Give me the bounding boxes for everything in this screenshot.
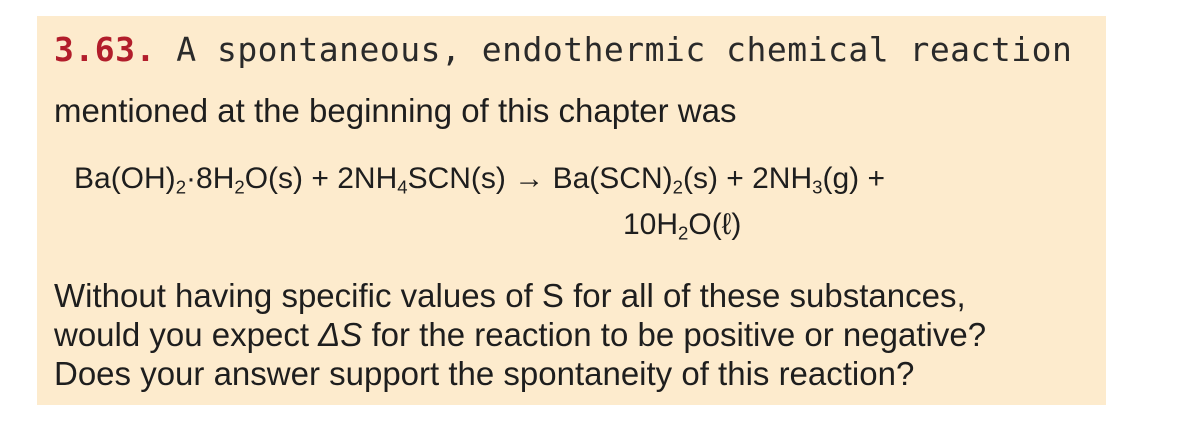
eq-p3: 10H	[623, 208, 679, 241]
eq-p3-sub: 2	[678, 222, 689, 244]
reaction-arrow-icon: →	[514, 162, 545, 195]
problem-number: 3.63.	[54, 30, 156, 69]
eq-r1-dot: ·8H	[186, 162, 235, 195]
eq-r1: Ba(OH)	[74, 162, 176, 195]
eq-r2-sub: 4	[397, 176, 408, 198]
problem-intro: A spontaneous, endothermic chemical reaction	[155, 30, 1073, 69]
eq-p3-end: O(ℓ)	[688, 208, 742, 241]
question-line-1: Without having specific values of S for all of these substances,	[54, 277, 966, 314]
eq-r2-end: SCN(s)	[407, 162, 515, 195]
question-line-2b: for the reaction to be positive or negative?	[362, 316, 987, 353]
eq-p1-end: (s) + 2NH	[682, 162, 813, 195]
problem-intro-continued: mentioned at the beginning of this chapter was	[54, 92, 737, 129]
eq-r1-sub2: 2	[234, 176, 245, 198]
eq-p2-end: (g) +	[822, 162, 886, 195]
eq-p1: Ba(SCN)	[544, 162, 673, 195]
problem-card	[37, 16, 1106, 405]
chemical-equation-line-1	[74, 162, 885, 196]
question-line-2	[54, 316, 986, 354]
eq-p2-sub: 3	[812, 176, 823, 198]
chemical-equation-line-2	[623, 208, 741, 242]
question-line-2a: would you expect	[54, 316, 319, 353]
eq-p1-sub: 2	[672, 176, 683, 198]
eq-r1-sub1: 2	[175, 176, 187, 198]
question-line-3: Does your answer support the spontaneity of this reaction?	[54, 355, 915, 392]
delta-s-symbol: ΔS	[318, 316, 363, 353]
problem-heading	[54, 30, 1072, 69]
eq-r1-end: O(s) + 2NH	[244, 162, 398, 195]
